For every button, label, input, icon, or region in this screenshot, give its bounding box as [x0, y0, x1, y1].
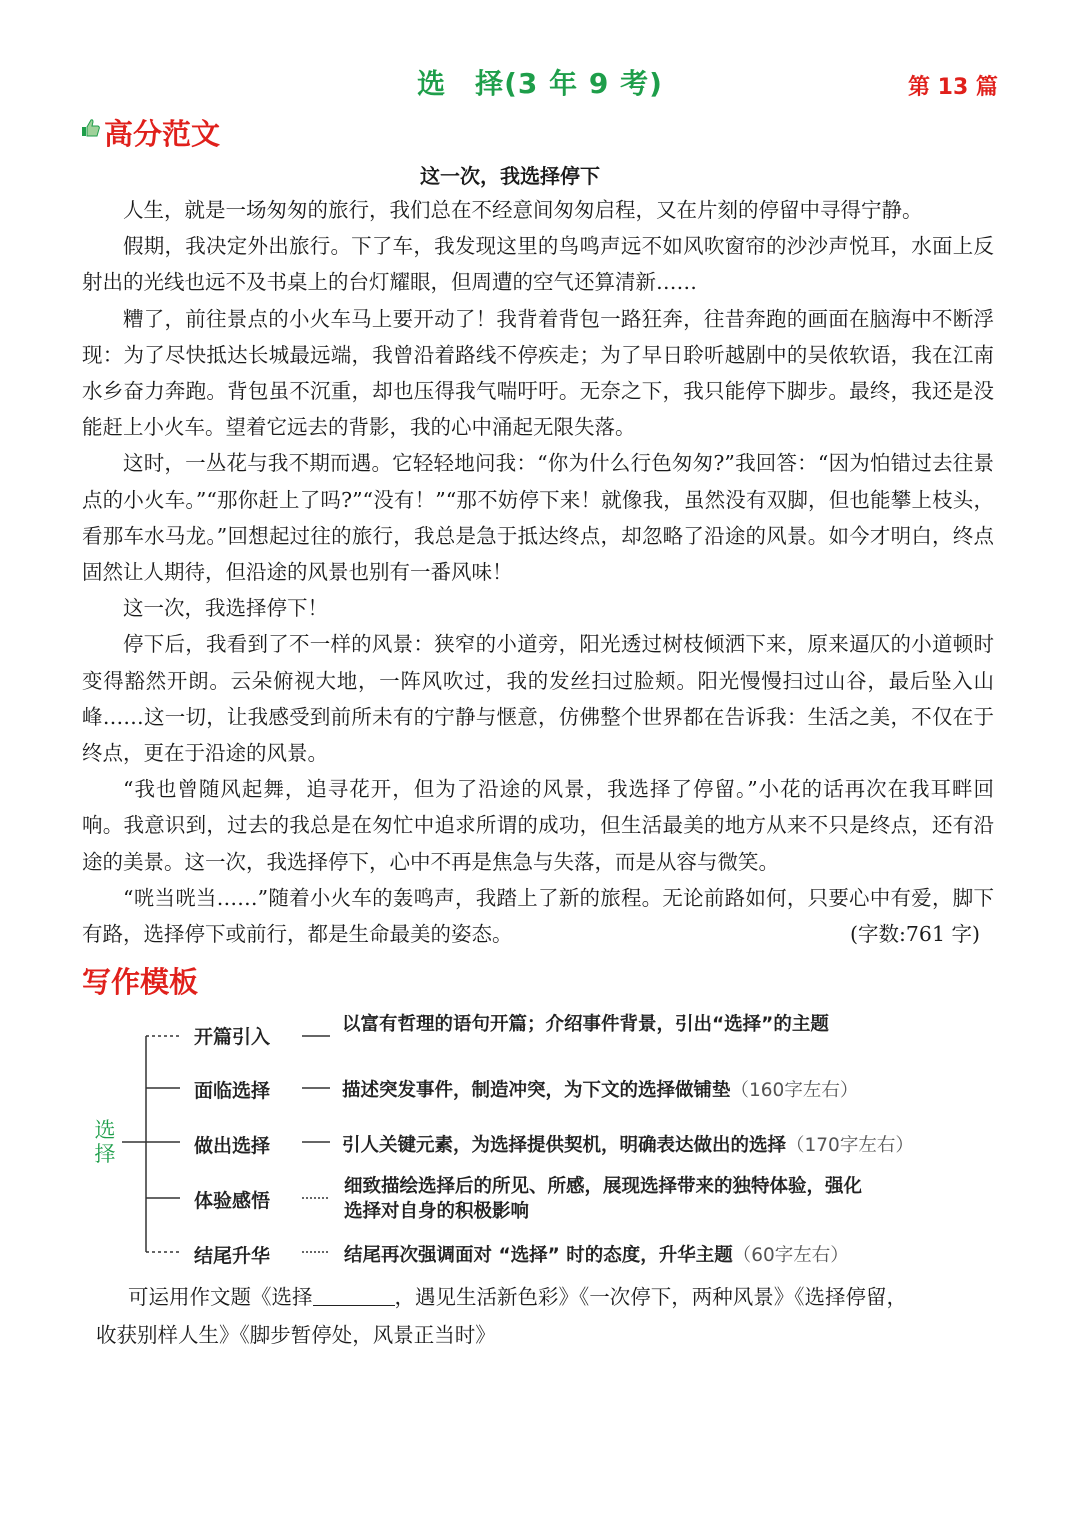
template-root-label — [92, 1118, 118, 1166]
word-count: (字数:761 字) — [849, 922, 980, 947]
applicable-titles-line — [96, 1278, 996, 1316]
template-desc-ending — [344, 1241, 849, 1267]
applicable-titles — [96, 1278, 996, 1354]
article-number: 第 13 篇 — [908, 75, 998, 100]
template-desc-experience — [344, 1174, 862, 1224]
template-root-char: 择 — [94, 1142, 116, 1166]
template-desc-making-choice — [342, 1131, 914, 1157]
essay-paragraph: 这时，一丛花与我不期而遇。它轻轻地问我：“你为什么行色匆匆?”我回答：“因为怕错过去往景点的小火车。”“那你赶上了吗?”“没有！”“那不妨停下来！就像我，虽然没有双脚，但也能攀上枝头，看那车水马龙。”回想起过往的旅行，我总是急于抵达终点，却忽略了沿途的风景。如今才明白，终点固然让人期待，但沿途的风景也别有一番风味！ — [82, 451, 994, 585]
template-node-experience: 体验感悟 — [194, 1190, 271, 1212]
template-desc-text: 引人关键元素，为选择提供契机，明确表达做出的选择 — [342, 1135, 787, 1156]
template-root-char: 选 — [94, 1118, 116, 1142]
template-word-count-note: （60字左右） — [732, 1245, 849, 1266]
template-desc-text: 描述突发事件，制造冲突，为下文的选择做铺垫 — [342, 1080, 731, 1101]
template-word-count-note: （160字左右） — [730, 1080, 859, 1101]
template-node-making-choice: 做出选择 — [194, 1135, 271, 1157]
essay-paragraph: 这一次，我选择停下！ — [123, 596, 328, 621]
template-desc-facing-choice — [342, 1076, 858, 1102]
applicable-titles-line: 收获别样人生》《脚步暂停处，风景正当时》 — [96, 1323, 496, 1347]
page-title: 选 择(3 年 9 考) — [417, 67, 663, 100]
template-word-count-note: （170字左右） — [786, 1135, 914, 1156]
essay-paragraph: 人生，就是一场匆匆的旅行，我们总在不经意间匆匆启程，又在片刻的停留中寻得宁静。 — [123, 198, 923, 222]
template-node-ending: 结尾升华 — [194, 1245, 271, 1267]
section-heading-template: 写作模板 — [82, 965, 199, 999]
template-desc-opening — [342, 1010, 829, 1036]
essay-paragraph: “我也曾随风起舞，追寻花开，但为了沿途的风景，我选择了停留。”小花的话再次在我耳畔回响。我意识到，过去的我总是在匆忙中追求所谓的成功，但生活最美的地方从来不只是终点，还有沿途的美景。这一次，我选择停下，心中不再是焦急与失落，而是从容与微笑。 — [82, 777, 994, 874]
template-desc-text: 选择对自身的积极影响 — [344, 1201, 530, 1222]
essay-paragraph: 假期，我决定外出旅行。下了车，我发现这里的鸟鸣声远不如风吹窗帘的沙沙声悦耳，水面上反射出的光线也远不及书桌上的台灯耀眼，但周遭的空气还算清新…… — [82, 234, 994, 295]
section-heading-model-essay: 高分范文 — [104, 117, 221, 151]
essay-paragraph: 糟了，前往景点的小火车马上要开动了！我背着背包一路狂奔，往昔奔跑的画面在脑海中不断浮现：为了尽快抵达长城最远端，我曾沿着路线不停疾走；为了早日聆听越剧中的吴侬软语，我在江南水乡奋力奔跑。背包虽不沉重，却也压得我气喘吁吁。无奈之下，我只能停下脚步。最终，我还是没能赶上小火车。望着它远去的背影，我的心中涌起无限失落。 — [82, 306, 994, 440]
essay-title: 这一次，我选择停下 — [420, 164, 600, 188]
template-node-facing-choice: 面临选择 — [194, 1080, 271, 1102]
template-node-opening: 开篇引入 — [194, 1026, 271, 1048]
essay-paragraph-text: “咣当咣当……”随着小火车的轰鸣声，我踏上了新的旅程。无论前路如何，只要心中有爱，脚下有路，选择停下或前行，都是生命最美的姿态。 — [82, 885, 994, 947]
applicable-titles-prefix: 可运用作文题《选择 — [128, 1285, 313, 1309]
template-desc-text: 结尾再次强调面对 “选择” 时的态度，升华主题 — [344, 1245, 733, 1266]
fill-in-blank — [313, 1285, 395, 1306]
template-desc-text: 以富有哲理的语句开篇；介绍事件背景，引出“选择”的主题 — [342, 1014, 829, 1035]
applicable-titles-suffix: ，遇见生活新色彩》《一次停下，两种风景》《选择停留， — [394, 1285, 907, 1309]
essay-paragraph: 停下后，我看到了不一样的风景：狭窄的小道旁，阳光透过树枝倾洒下来，原来逼仄的小道顿时变得豁然开朗。云朵俯视大地，一阵风吹过，我的发丝扫过脸颊。阳光慢慢扫过山谷，最后坠入山峰……这一切，让我感受到前所未有的宁静与惬意，仿佛整个世界都在告诉我：生活之美，不仅在于终点，更在于沿途的风景。 — [82, 632, 994, 766]
template-desc-text: 细致描绘选择后的所见、所感，展现选择带来的独特体验，强化 — [344, 1176, 863, 1197]
